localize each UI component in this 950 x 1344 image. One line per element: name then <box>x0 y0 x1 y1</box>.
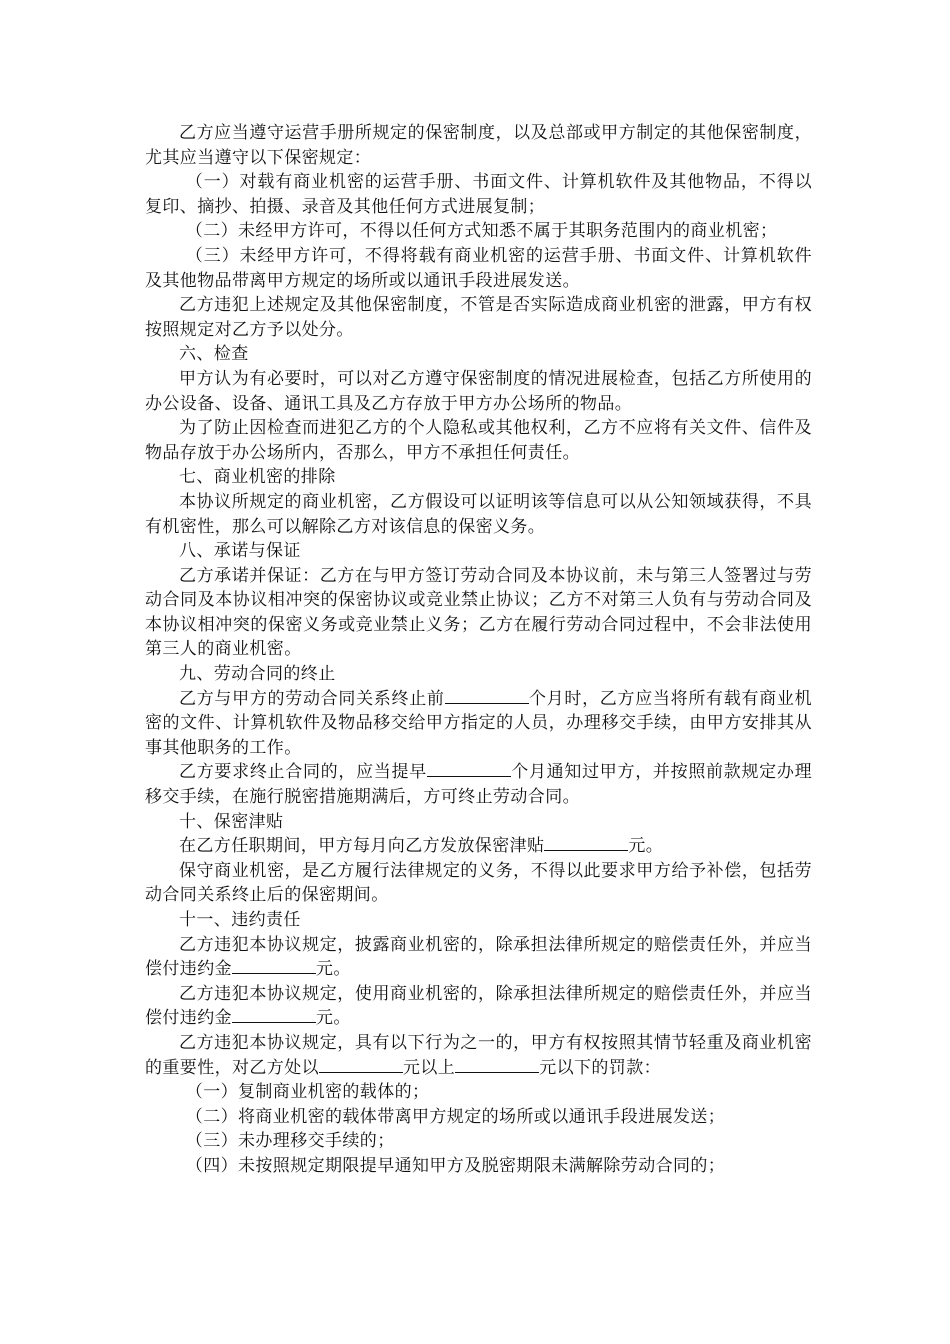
fill-in-blank <box>232 958 316 974</box>
paragraph <box>145 367 812 416</box>
fill-in-blank <box>455 1057 539 1073</box>
text-segment: （一）对载有商业机密的运营手册、书面文件、计算机软件及其他物品，不得以复印、摘抄、拍摄、录音及其他任何方式进展复制； <box>145 172 812 217</box>
text-segment: 九、劳动合同的终止 <box>179 664 336 685</box>
text-segment: （三）未经甲方许可，不得将载有商业机密的运营手册、书面文件、计算机软件及其他物品带离甲方规定的场所或以通讯手段进展发送。 <box>145 245 812 291</box>
paragraph <box>145 1031 812 1080</box>
text-segment: 十、保密津贴 <box>179 811 284 832</box>
text-segment: 元。 <box>316 1008 351 1029</box>
list-item <box>145 1154 812 1179</box>
text-segment: 七、商业机密的排除 <box>179 467 336 488</box>
text-segment: 八、承诺与保证 <box>179 541 301 562</box>
paragraph <box>145 933 812 982</box>
text-segment: 元以下的罚款： <box>539 1057 662 1078</box>
text-segment: 为了防止因检查而进犯乙方的个人隐私或其他权利，乙方不应将有关文件、信件及物品存放于办公场所内，否那么，甲方不承担任何责任。 <box>145 418 812 463</box>
paragraph <box>145 760 812 809</box>
fill-in-blank <box>319 1057 403 1073</box>
text-segment: 乙方违犯本协议规定，使用商业机密的，除承担法律所规定的赔偿责任外，并应当偿付违约金 <box>145 983 812 1029</box>
paragraph <box>145 539 812 564</box>
text-segment: （三）未办理移交手续的； <box>185 1131 395 1152</box>
paragraph <box>145 834 812 859</box>
paragraph <box>145 564 812 662</box>
fill-in-blank <box>445 688 529 704</box>
list-item <box>145 244 812 293</box>
paragraph <box>145 908 812 933</box>
text-segment: 六、检查 <box>179 344 249 365</box>
paragraph <box>145 687 812 761</box>
text-segment: 在乙方任职期间，甲方每月向乙方发放保密津贴 <box>179 836 545 857</box>
text-segment: 个月通知过甲方，并按照前款规定办理移交手续，在施行脱密措施期满后，方可终止劳动合同。 <box>145 762 812 808</box>
text-segment: 个月时，乙方应当将所有载有商业机密的文件、计算机软件及物品移交给甲方指定的人员，办理移交手续，由甲方安排其从事其他职务的工作。 <box>145 688 813 758</box>
paragraph <box>145 982 812 1031</box>
text-segment: 乙方应当遵守运营手册所规定的保密制度，以及总部或甲方制定的其他保密制度，尤其应当遵守以下保密规定： <box>145 123 812 168</box>
list-item <box>145 1129 812 1154</box>
text-segment: 乙方违犯本协议规定，披露商业机密的，除承担法律所规定的赔偿责任外，并应当偿付违约金 <box>145 934 812 980</box>
paragraph <box>145 342 812 367</box>
fill-in-blank <box>544 835 628 851</box>
text-segment: 元。 <box>316 959 351 980</box>
list-item <box>145 170 812 219</box>
paragraph <box>145 293 812 342</box>
paragraph <box>145 416 812 465</box>
text-segment: （二）未经甲方许可，不得以任何方式知悉不属于其职务范围内的商业机密； <box>185 221 778 242</box>
text-segment: 乙方违犯本协议规定，具有以下行为之一的，甲方有权按照其情节轻重及商业机密的重要性，对乙方处以 <box>145 1032 812 1078</box>
paragraph <box>145 490 812 539</box>
list-item <box>145 1080 812 1105</box>
list-item <box>145 219 812 244</box>
paragraph <box>145 859 812 908</box>
list-item <box>145 1105 812 1130</box>
text-segment: 甲方认为有必要时，可以对乙方遵守保密制度的情况进展检查，包括乙方所使用的办公设备、设备、通讯工具及乙方存放于甲方办公场所的物品。 <box>145 368 812 414</box>
paragraph <box>145 465 812 490</box>
text-segment: （一）复制商业机密的载体的； <box>185 1082 430 1103</box>
paragraph <box>145 810 812 835</box>
text-segment: 乙方要求终止合同的，应当提早 <box>179 762 427 783</box>
text-segment: （二）将商业机密的载体带离甲方规定的场所或以通讯手段进展发送； <box>185 1106 726 1127</box>
text-segment: 本协议所规定的商业机密，乙方假设可以证明该等信息可以从公知领域获得，不具有机密性，那么可以解除乙方对该信息的保密义务。 <box>145 491 812 537</box>
fill-in-blank <box>232 1007 316 1023</box>
text-segment: 十一、违约责任 <box>179 910 301 930</box>
fill-in-blank <box>427 761 511 777</box>
text-segment: （四）未按照规定期限提早通知甲方及脱密期限未满解除劳动合同的； <box>185 1155 726 1176</box>
text-segment: 元。 <box>628 836 664 857</box>
document-body <box>145 121 812 1179</box>
paragraph <box>145 662 812 687</box>
text-segment: 保守商业机密，是乙方履行法律规定的义务，不得以此要求甲方给予补偿，包括劳动合同关系终止后的保密期间。 <box>145 860 812 906</box>
text-segment: 乙方承诺并保证：乙方在与甲方签订劳动合同及本协议前，未与第三人签署过与劳动合同及本协议相冲突的保密协议或竞业禁止协议；乙方不对第三人负有与劳动合同及本协议相冲突的保密义务或竞业禁止义务；乙方在履行劳动合同过程中，不会非法使用第三人的商业机密。 <box>145 565 812 660</box>
text-segment: 乙方违犯上述规定及其他保密制度，不管是否实际造成商业机密的泄露，甲方有权按照规定对乙方予以处分。 <box>145 295 812 340</box>
text-segment: 元以上 <box>403 1057 456 1078</box>
paragraph <box>145 121 812 170</box>
text-segment: 乙方与甲方的劳动合同关系终止前 <box>179 688 445 709</box>
